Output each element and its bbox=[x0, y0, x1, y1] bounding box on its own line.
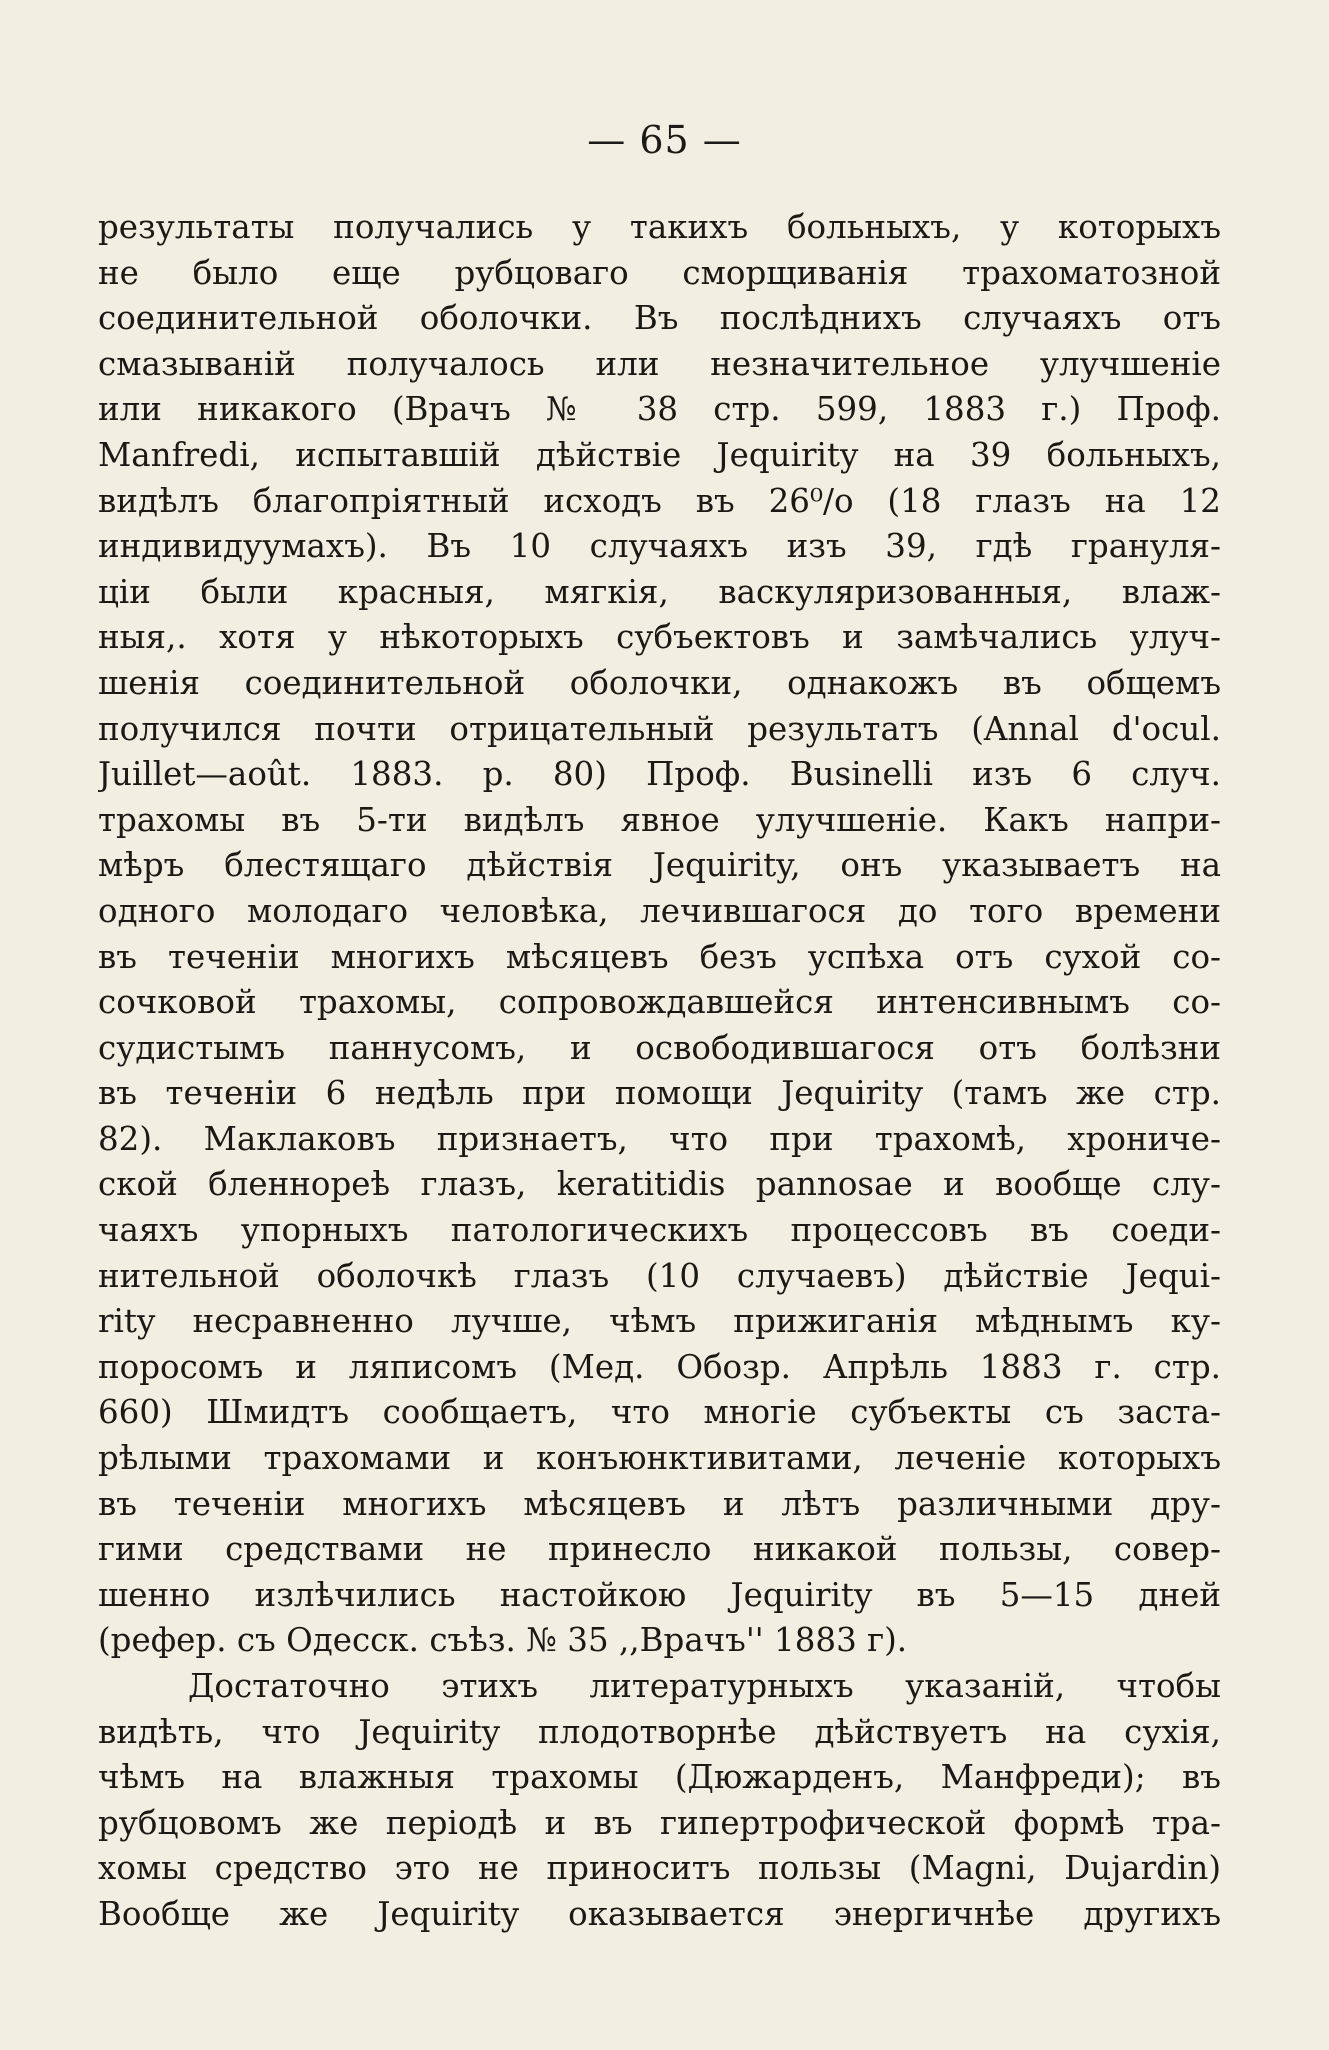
text-line: Вообще же Jequirity оказывается энергичнѣе другихъ bbox=[98, 1894, 1221, 1933]
text-line: соединительной оболочки. Въ послѣднихъ случаяхъ отъ bbox=[98, 299, 1221, 338]
text-line: чаяхъ упорныхъ патологическихъ процессовъ въ соеди- bbox=[98, 1211, 1221, 1250]
text-line: Manfredi, испытавшій дѣйствіе Jequirity на 39 больныхъ, bbox=[98, 435, 1221, 474]
text-line: или никакого (Врачъ № 38 стр. 599, 1883 г.) Проф. bbox=[98, 390, 1221, 429]
text-line: ныя,. хотя у нѣкоторыхъ субъектовъ и замѣчались улуч- bbox=[98, 618, 1221, 657]
text-line: трахомы въ 5-ти видѣлъ явное улучшеніе. Какъ напри- bbox=[98, 800, 1221, 839]
text-line: мѣръ блестящаго дѣйствія Jequirity, онъ указываетъ на bbox=[98, 846, 1221, 885]
text-line: не было еще рубцоваго сморщиванія трахоматозной bbox=[98, 253, 1221, 292]
text-line: рѣлыми трахомами и конъюнктивитами, леченіе которыхъ bbox=[98, 1439, 1221, 1478]
text-line: ской бленнореѣ глазъ, keratitidis pannosae и вообще слу- bbox=[98, 1165, 1221, 1204]
body-text bbox=[98, 205, 1221, 1938]
text-line: гими средствами не принесло никакой пользы, совер- bbox=[98, 1530, 1221, 1569]
text-line: въ теченіи 6 недѣль при помощи Jequirity (тамъ же стр. bbox=[98, 1074, 1221, 1113]
text-line: одного молодаго человѣка, лечившагося до того времени bbox=[98, 891, 1221, 930]
paragraph-start-line: Достаточно этихъ литературныхъ указаній, чтобы bbox=[188, 1667, 1221, 1705]
paragraph-end-line: (рефер. съ Одесск. съѣз. № 35 ,,Врачъ'' 1883 г). bbox=[98, 1621, 908, 1660]
text-line: шенно излѣчились настойкою Jequirity въ 5—15 дней bbox=[98, 1575, 1221, 1614]
text-line: хомы средство это не приноситъ пользы (Magni, Dujardin) bbox=[98, 1849, 1221, 1888]
text-line: видѣть, что Jequirity плодотворнѣе дѣйствуетъ на сухія, bbox=[98, 1712, 1221, 1751]
text-line: ціи были красныя, мягкія, васкуляризованныя, влаж- bbox=[98, 572, 1221, 611]
text-line: видѣлъ благопріятный исходъ въ 26⁰/о (18 глазъ на 12 bbox=[98, 481, 1221, 520]
text-line: получился почти отрицательный результатъ (Annal d'ocul. bbox=[98, 709, 1221, 748]
text-line: 660) Шмидтъ сообщаетъ, что многіе субъекты съ заста- bbox=[98, 1393, 1221, 1432]
text-line: индивидуумахъ). Въ 10 случаяхъ изъ 39, гдѣ грануля- bbox=[98, 527, 1221, 566]
text-line: сочковой трахомы, сопровождавшейся интенсивнымъ со- bbox=[98, 983, 1221, 1022]
text-line: rity несравненно лучше, чѣмъ прижиганія мѣднымъ ку- bbox=[98, 1302, 1221, 1341]
text-line: судистымъ паннусомъ, и освободившагося отъ болѣзни bbox=[98, 1028, 1221, 1067]
text-line: чѣмъ на влажныя трахомы (Дюжарденъ, Манфреди); въ bbox=[98, 1758, 1221, 1797]
page-number: — 65 — bbox=[587, 118, 742, 162]
text-line: шенія соединительной оболочки, однакожъ въ общемъ bbox=[98, 663, 1221, 702]
text-line: рубцовомъ же періодѣ и въ гипертрофической формѣ тра- bbox=[98, 1803, 1221, 1842]
text-line: результаты получались у такихъ больныхъ, у которыхъ bbox=[98, 208, 1221, 246]
text-line: 82). Маклаковъ признаетъ, что при трахомѣ, хрониче- bbox=[98, 1119, 1221, 1158]
text-line: поросомъ и ляписомъ (Мед. Обозр. Апрѣль 1883 г. стр. bbox=[98, 1347, 1221, 1386]
text-line: въ теченіи многихъ мѣсяцевъ безъ успѣха отъ сухой со- bbox=[98, 937, 1221, 976]
text-line: смазываній получалось или незначительное улучшеніе bbox=[98, 344, 1221, 383]
text-line: въ теченіи многихъ мѣсяцевъ и лѣтъ различными дру- bbox=[98, 1484, 1221, 1523]
text-line: нительной оболочкѣ глазъ (10 случаевъ) дѣйствіе Jequi- bbox=[98, 1256, 1221, 1295]
text-line: Juillet—août. 1883. p. 80) Проф. Businelli изъ 6 случ. bbox=[98, 755, 1221, 794]
